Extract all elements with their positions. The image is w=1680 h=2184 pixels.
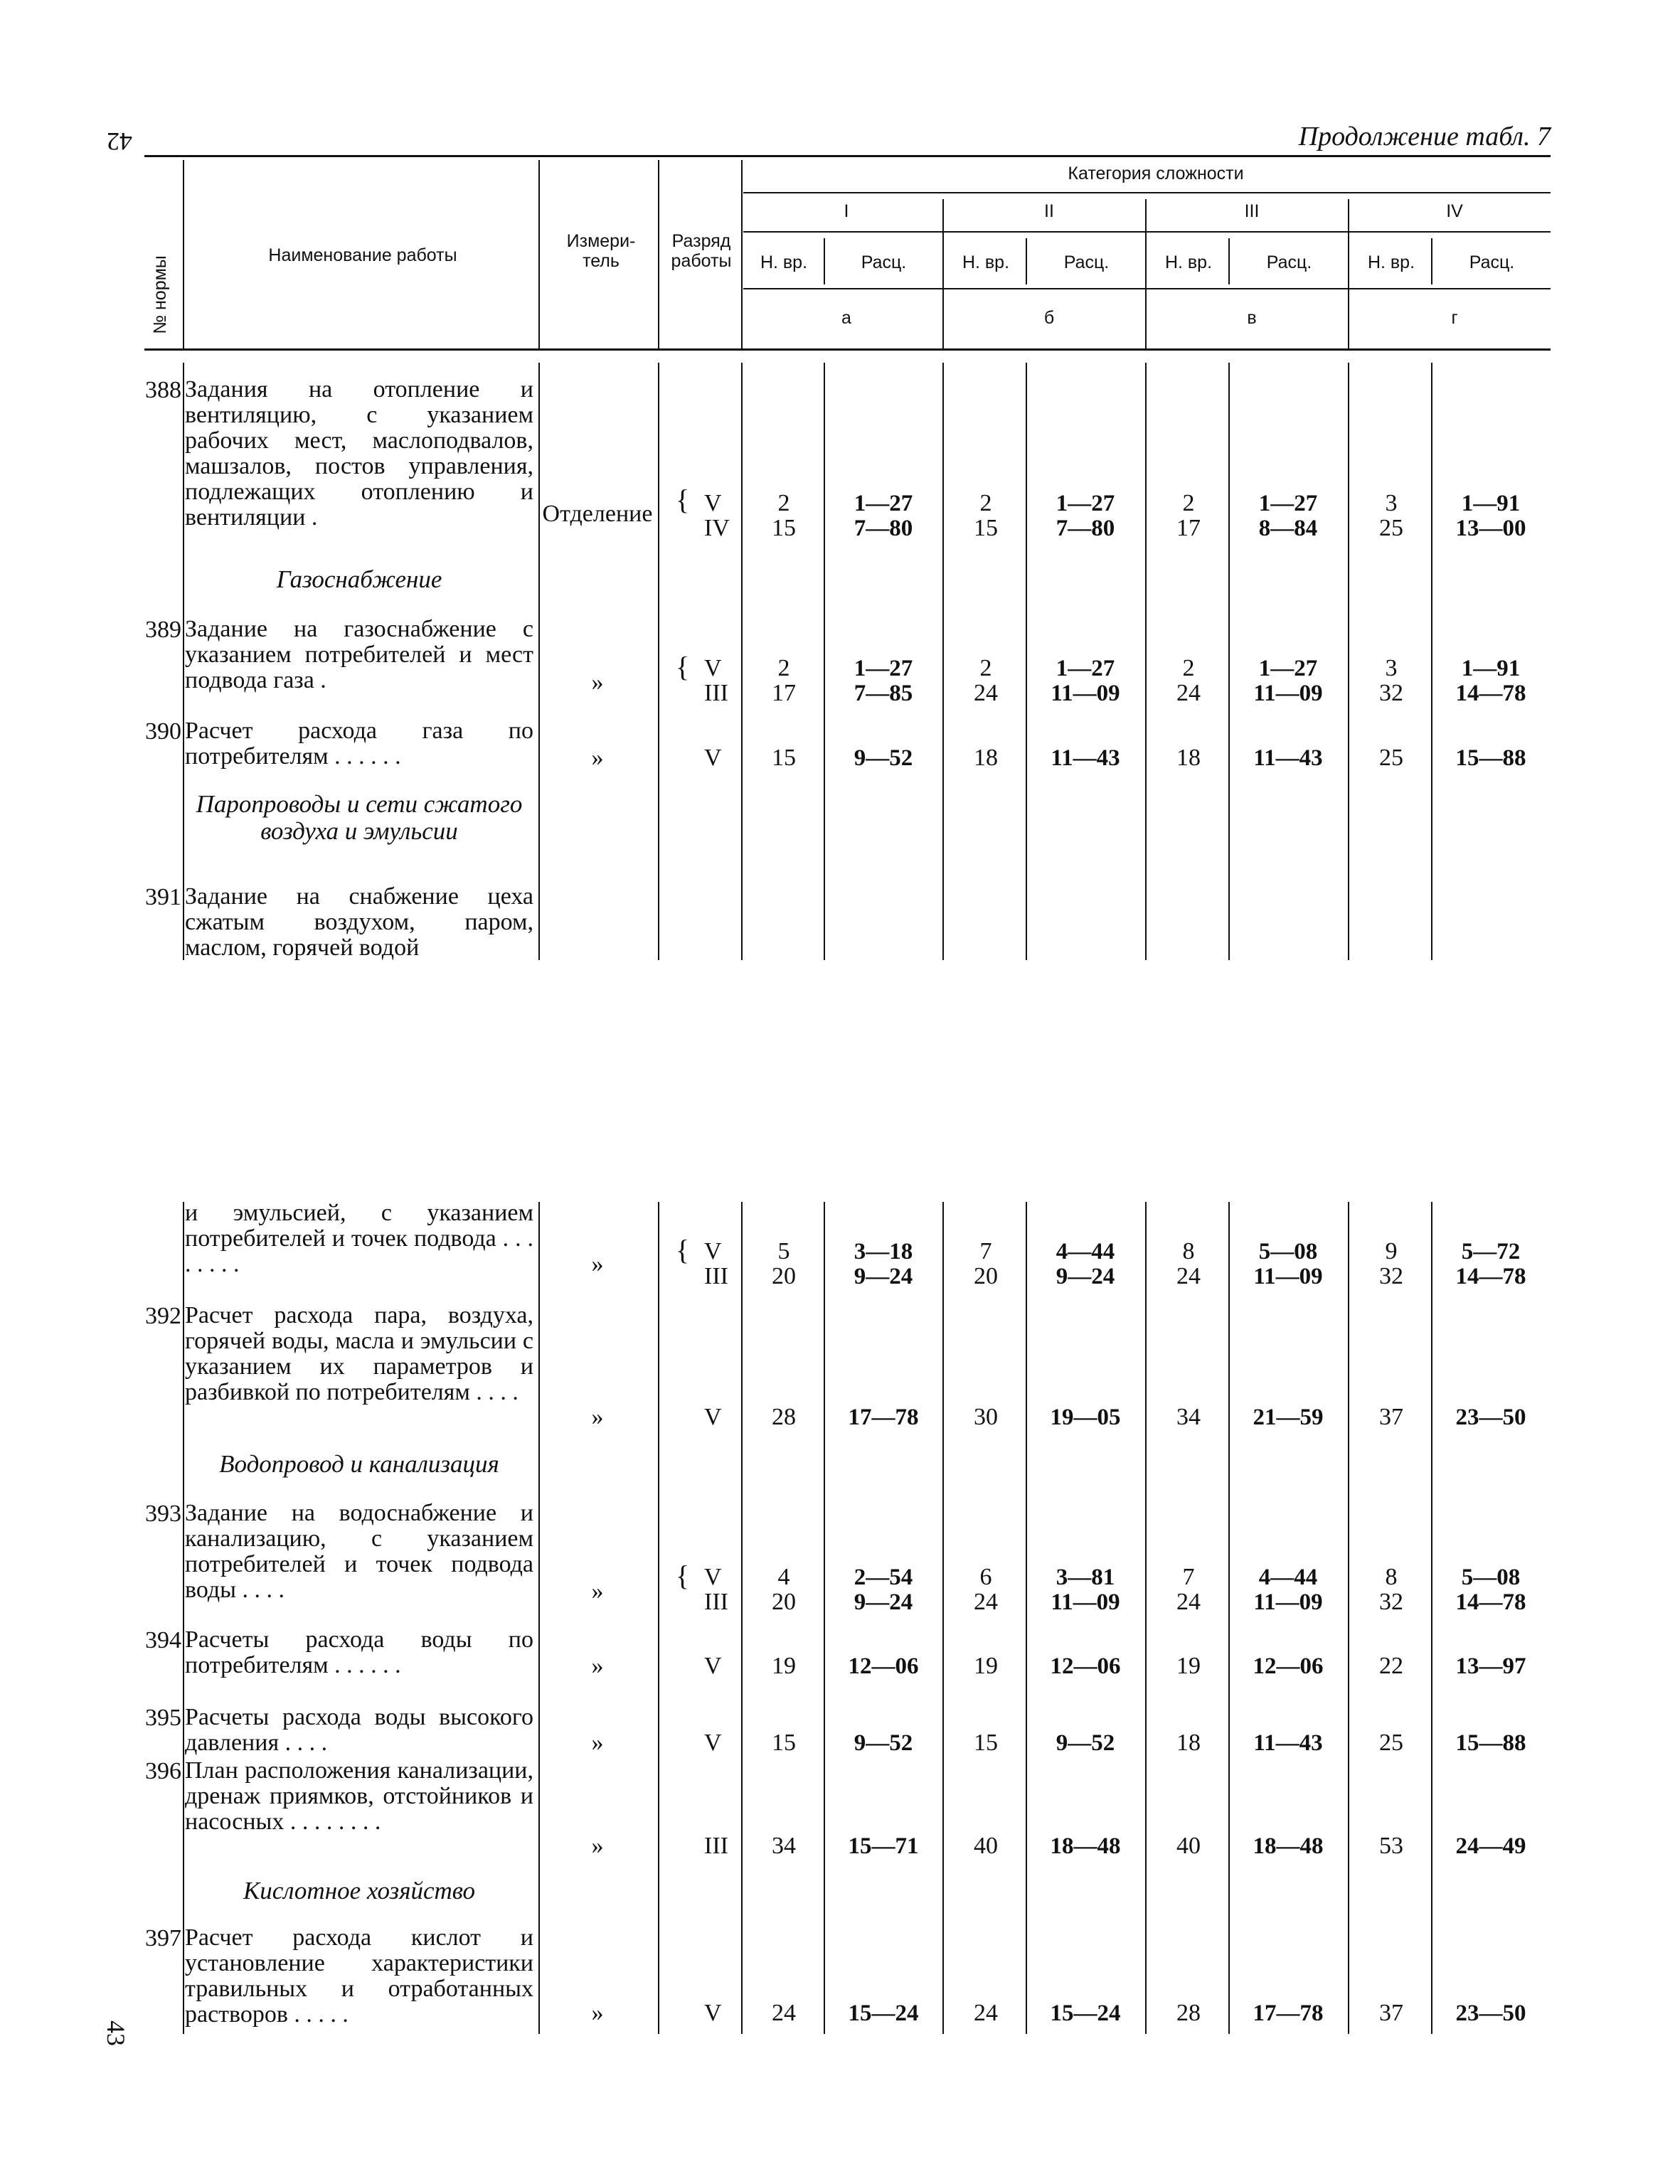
rate-value: 12—06 [1050, 1653, 1121, 1679]
time-value: 7 [979, 1238, 992, 1264]
section-heading-steam: Паропроводы и сети сжатого воздуха и эмульсии [196, 790, 523, 845]
header-letter-g: г [1451, 308, 1458, 328]
header-vline [741, 160, 743, 348]
time-value: 19 [772, 1653, 796, 1679]
rate-value: 14—78 [1455, 1589, 1526, 1615]
time-value: 19 [1176, 1653, 1201, 1679]
rank-brace: { [676, 651, 690, 683]
rate-value: 11—43 [1051, 745, 1120, 771]
rate-value: 23—50 [1455, 2001, 1526, 2026]
body-vline [1145, 363, 1147, 960]
table-continuation-caption: Продолжение табл. 7 [1298, 122, 1551, 151]
subheader-time: Н. вр. [760, 252, 808, 272]
header-vline [1026, 238, 1027, 284]
subheader-rate: Расц. [1266, 252, 1312, 272]
body-vline [824, 363, 825, 960]
subheader-rate: Расц. [1063, 252, 1110, 272]
measure-unit: » [591, 1833, 604, 1859]
body-vline [1228, 363, 1230, 960]
time-value: 2 [777, 490, 790, 516]
rate-value: 8—84 [1258, 516, 1318, 541]
time-value: 24 [1176, 680, 1201, 706]
work-name: Расчет расхода пара, воздуха, горячей воды, масла и эмульсии с указанием их параметров и разбивкой по потребителям . . . . [185, 1302, 533, 1405]
header-subcol-rule [743, 231, 1551, 233]
time-value: 25 [1379, 515, 1403, 541]
rate-value: 1—91 [1461, 491, 1521, 516]
body-vline [741, 1202, 743, 2034]
measure-unit: » [591, 2000, 604, 2026]
time-value: 24 [974, 2000, 998, 2026]
time-value: 20 [974, 1263, 998, 1289]
time-value: 30 [974, 1404, 998, 1430]
measure-unit: » [591, 1404, 604, 1430]
rate-value: 12—06 [1253, 1653, 1324, 1679]
subheader-rate: Расц. [861, 252, 907, 272]
body-vline [658, 363, 659, 960]
time-value: 28 [772, 1404, 796, 1430]
measure-unit: » [591, 669, 604, 696]
rate-value: 11—09 [1253, 1589, 1323, 1615]
header-category-iv: IV [1446, 201, 1463, 221]
rate-value: 21—59 [1253, 1405, 1324, 1430]
rank-brace: { [676, 1560, 690, 1592]
norm-number: 388 [145, 377, 181, 403]
time-value: 8 [1385, 1564, 1398, 1590]
rate-value: 9—24 [1056, 1264, 1115, 1289]
page-number-top: 42 [107, 127, 132, 156]
header-measure: Измери- тель [566, 231, 636, 271]
work-name: Расчет расхода кислот и установление характеристики травильных и отработанных растворов . . . . . [185, 1924, 533, 2028]
header-subhead-rule [743, 288, 1551, 289]
rate-value: 17—78 [848, 1405, 919, 1430]
header-category-iii: III [1244, 201, 1260, 221]
work-name: Задание на снабжение цеха сжатым воздухом, паром, маслом, горячей водой [185, 883, 533, 961]
header-vline [1228, 238, 1230, 284]
time-value: 3 [1385, 490, 1398, 516]
time-value: 37 [1379, 1404, 1403, 1430]
time-value: 53 [1379, 1833, 1403, 1859]
time-value: 34 [1176, 1404, 1201, 1430]
body-vline [1348, 363, 1349, 960]
body-vline [1026, 1202, 1027, 2034]
time-value: 2 [979, 655, 992, 681]
time-value: 15 [772, 745, 796, 771]
rate-value: 15—24 [848, 2001, 919, 2026]
body-vline [183, 1202, 184, 2034]
time-value: 22 [1379, 1653, 1403, 1679]
rank-brace: { [676, 1234, 690, 1266]
rate-value: 11—43 [1253, 745, 1323, 771]
time-value: 2 [1182, 490, 1195, 516]
body-vline [1026, 363, 1027, 960]
header-norm-number: № нормы [149, 255, 170, 334]
time-value: 40 [974, 1833, 998, 1859]
norm-number: 397 [145, 1925, 181, 1951]
section-heading-gas: Газоснабжение [276, 565, 442, 593]
header-category-title: Категория сложности [1068, 164, 1244, 183]
time-value: 5 [777, 1238, 790, 1264]
section-heading-water: Водопровод и канализация [219, 1450, 499, 1478]
time-value: 40 [1176, 1833, 1201, 1859]
norm-number: 392 [145, 1303, 181, 1329]
rate-value: 5—08 [1258, 1239, 1318, 1264]
rate-value: 5—72 [1461, 1239, 1521, 1264]
header-category-i: I [844, 201, 849, 221]
time-value: 24 [772, 2000, 796, 2026]
header-vline [1145, 199, 1147, 348]
rank-brace: { [676, 484, 690, 516]
rate-value: 18—48 [1050, 1833, 1121, 1859]
time-value: 8 [1182, 1238, 1195, 1264]
time-value: 2 [777, 655, 790, 681]
header-top-rule [144, 155, 1551, 157]
rate-value: 1—27 [854, 656, 913, 681]
rank-value: V [704, 1564, 722, 1590]
rate-value: 23—50 [1455, 1405, 1526, 1430]
time-value: 25 [1379, 745, 1403, 771]
rate-value: 7—85 [854, 681, 913, 706]
body-vline [538, 1202, 540, 2034]
rank-value: III [704, 1589, 728, 1615]
time-value: 3 [1385, 655, 1398, 681]
measure-unit: » [591, 1730, 604, 1756]
body-vline [1145, 1202, 1147, 2034]
time-value: 15 [772, 1730, 796, 1756]
measure-unit: » [591, 745, 604, 771]
subheader-time: Н. вр. [1367, 252, 1415, 272]
time-value: 17 [772, 680, 796, 706]
rate-value: 7—80 [854, 516, 913, 541]
rate-value: 5—08 [1461, 1565, 1521, 1590]
rank-value: IV [704, 515, 730, 541]
body-vline [942, 363, 944, 960]
measure-unit: » [591, 1578, 604, 1604]
time-value: 24 [974, 680, 998, 706]
time-value: 15 [974, 515, 998, 541]
body-vline [942, 1202, 944, 2034]
rate-value: 7—80 [1056, 516, 1115, 541]
norm-number: 393 [145, 1501, 181, 1527]
header-vline [942, 199, 944, 348]
time-value: 24 [974, 1589, 998, 1615]
time-value: 24 [1176, 1263, 1201, 1289]
measure-unit: » [591, 1653, 604, 1679]
header-letter-b: б [1043, 308, 1055, 328]
work-name: Расчеты расхода воды высокого давления . . . . [185, 1704, 533, 1756]
rate-value: 12—06 [848, 1653, 919, 1679]
time-value: 37 [1379, 2000, 1403, 2026]
norm-number: 391 [145, 884, 181, 910]
rate-value: 13—00 [1455, 516, 1526, 541]
norm-number: 395 [145, 1705, 181, 1731]
body-vline [1431, 363, 1432, 960]
rate-value: 9—24 [854, 1264, 913, 1289]
rate-value: 19—05 [1050, 1405, 1121, 1430]
rate-value: 1—27 [1258, 491, 1318, 516]
header-bottom-rule [144, 348, 1551, 351]
measure-unit: » [591, 1251, 604, 1277]
rate-value: 13—97 [1455, 1653, 1526, 1679]
time-value: 32 [1379, 1589, 1403, 1615]
rate-value: 11—09 [1253, 681, 1323, 706]
rank-value: V [704, 1404, 722, 1430]
rank-value: III [704, 1833, 728, 1859]
header-letter-a: а [841, 308, 851, 328]
time-value: 15 [772, 515, 796, 541]
time-value: 19 [974, 1653, 998, 1679]
rate-value: 3—81 [1056, 1565, 1115, 1590]
body-vline [538, 363, 540, 960]
rate-value: 15—88 [1455, 745, 1526, 771]
rate-value: 17—78 [1253, 2001, 1324, 2026]
time-value: 32 [1379, 680, 1403, 706]
time-value: 2 [979, 490, 992, 516]
body-vline [1348, 1202, 1349, 2034]
section-heading-acid: Кислотное хозяйство [243, 1877, 476, 1905]
time-value: 32 [1379, 1263, 1403, 1289]
rank-value: V [704, 655, 722, 681]
page-number-bottom: 43 [102, 2020, 130, 2046]
header-category-ii: II [1044, 201, 1054, 221]
time-value: 20 [772, 1589, 796, 1615]
body-vline [183, 363, 184, 960]
rank-value: V [704, 1653, 722, 1679]
time-value: 24 [1176, 1589, 1201, 1615]
norm-number: 389 [145, 617, 181, 643]
rate-value: 1—27 [1056, 656, 1115, 681]
rate-value: 4—44 [1258, 1565, 1318, 1590]
rate-value: 11—09 [1051, 1589, 1120, 1615]
norm-number: 394 [145, 1627, 181, 1653]
norm-number: 396 [145, 1758, 181, 1784]
rate-value: 9—24 [854, 1589, 913, 1615]
rate-value: 9—52 [1056, 1730, 1115, 1756]
rate-value: 15—24 [1050, 2001, 1121, 2026]
time-value: 34 [772, 1833, 796, 1859]
rate-value: 1—91 [1461, 656, 1521, 681]
rate-value: 1—27 [854, 491, 913, 516]
rate-value: 2—54 [854, 1565, 913, 1590]
rate-value: 3—18 [854, 1239, 913, 1264]
rate-value: 9—52 [854, 1730, 913, 1756]
header-vline [824, 238, 825, 284]
subheader-rate: Расц. [1469, 252, 1515, 272]
work-name: Расчет расхода газа по потребителям . . . . . . [185, 718, 533, 769]
rate-value: 11—09 [1051, 681, 1120, 706]
time-value: 18 [974, 745, 998, 771]
measure-unit: Отделение [542, 501, 653, 527]
rank-value: III [704, 680, 728, 706]
time-value: 18 [1176, 745, 1201, 771]
header-work-name: Наименование работы [268, 245, 457, 265]
subheader-time: Н. вр. [1164, 252, 1213, 272]
time-value: 7 [1182, 1564, 1195, 1590]
rate-value: 15—71 [848, 1833, 919, 1859]
work-name: Задания на отопление и вентиляцию, с указанием рабочих мест, маслоподвалов, машзалов, постов управления, подлежащих отоплению и вентиляции . [185, 376, 533, 531]
body-vline [741, 363, 743, 960]
header-vline [183, 160, 184, 348]
rate-value: 1—27 [1056, 491, 1115, 516]
rate-value: 14—78 [1455, 1264, 1526, 1289]
rank-value: III [704, 1263, 728, 1289]
rate-value: 14—78 [1455, 681, 1526, 706]
rate-value: 9—52 [854, 745, 913, 771]
time-value: 18 [1176, 1730, 1201, 1756]
header-vline [538, 160, 540, 348]
body-vline [1228, 1202, 1230, 2034]
rate-value: 18—48 [1253, 1833, 1324, 1859]
header-rank: Разряд работы [671, 231, 732, 271]
work-name: Расчеты расхода воды по потребителям . . . . . . [185, 1626, 533, 1678]
work-name: Задание на газоснабжение с указанием потребителей и мест подвода газа . [185, 616, 533, 693]
rank-value: V [704, 745, 722, 771]
time-value: 4 [777, 1564, 790, 1590]
rank-value: V [704, 1238, 722, 1264]
header-category-rule [743, 192, 1551, 193]
time-value: 25 [1379, 1730, 1403, 1756]
time-value: 2 [1182, 655, 1195, 681]
rate-value: 11—43 [1253, 1730, 1323, 1756]
time-value: 6 [979, 1564, 992, 1590]
subheader-time: Н. вр. [962, 252, 1010, 272]
body-vline [658, 1202, 659, 2034]
body-vline [824, 1202, 825, 2034]
time-value: 17 [1176, 515, 1201, 541]
time-value: 15 [974, 1730, 998, 1756]
rank-value: V [704, 1730, 722, 1756]
rank-value: V [704, 490, 722, 516]
norm-number: 390 [145, 718, 181, 745]
work-name: и эмульсией, с указанием потребителей и точек подвода . . . . . . . . [185, 1200, 533, 1277]
rate-value: 11—09 [1253, 1264, 1323, 1289]
header-vline [658, 160, 659, 348]
header-vline [1431, 238, 1432, 284]
rate-value: 24—49 [1455, 1833, 1526, 1859]
time-value: 20 [772, 1263, 796, 1289]
rate-value: 15—88 [1455, 1730, 1526, 1756]
header-letter-v: в [1247, 308, 1257, 328]
rate-value: 1—27 [1258, 656, 1318, 681]
time-value: 28 [1176, 2000, 1201, 2026]
body-vline [1431, 1202, 1432, 2034]
rate-value: 4—44 [1056, 1239, 1115, 1264]
work-name: Задание на водоснабжение и канализацию, с указанием потребителей и точек подвода воды . . . . [185, 1500, 533, 1603]
rank-value: V [704, 2000, 722, 2026]
time-value: 9 [1385, 1238, 1398, 1264]
work-name: План расположения канализации, дренаж приямков, отстойников и насосных . . . . . . . . [185, 1757, 533, 1835]
header-vline [1348, 199, 1349, 348]
